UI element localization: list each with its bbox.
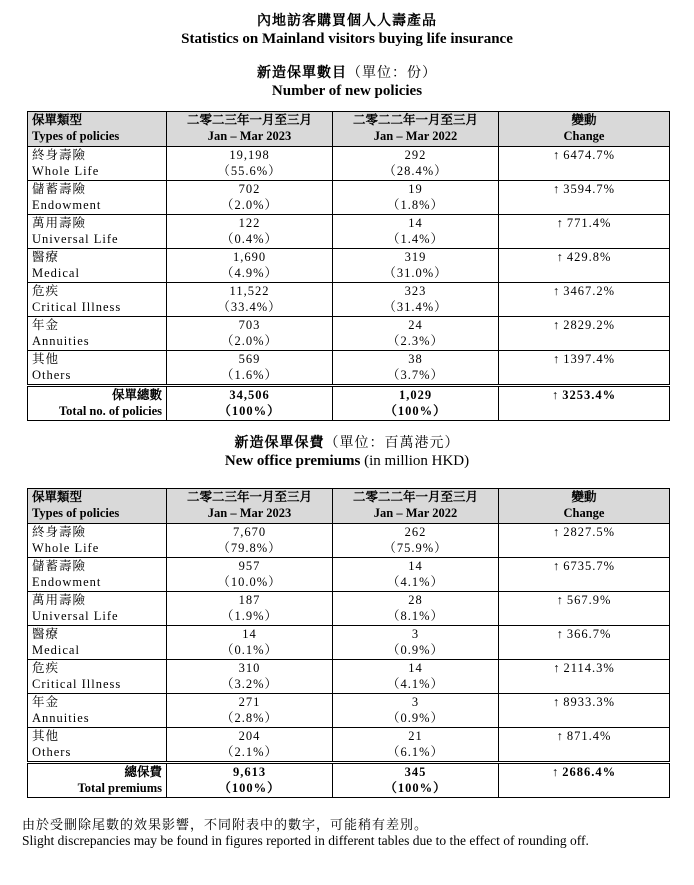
table-row [28,728,670,763]
table-row [28,147,670,181]
section-2-unit-zh: （單位：百萬港元） [324,436,460,451]
policy-type-cell [28,351,167,386]
value-2022-cell [333,249,499,283]
change-cell [499,386,670,421]
policy-type-line2: Annuities [32,334,90,348]
section-1-title-zh [0,62,694,82]
section-2-title-en [0,453,694,470]
policy-type-line2: Others [32,745,72,759]
value-2022-line1: 14 [408,559,423,573]
change-cell [499,763,670,798]
value-2022-line1: 292 [404,148,427,162]
change-value: 8933.3% [563,695,616,709]
value-2022-cell [333,181,499,215]
section-1-unit-zh: （單位：份） [347,66,437,81]
table-row [28,626,670,660]
up-arrow-icon: ↑ [552,352,561,366]
policy-type-line1: 年金 [32,318,60,332]
header-policy-type-line1: 保單類型 [32,113,83,127]
section-1-title-en [0,83,694,100]
table-row [28,317,670,351]
value-2023-cell [167,181,333,215]
header-policy-type-line2: Types of policies [32,129,120,143]
value-2022-line2: （100%） [384,404,447,418]
value-2023-line1: 1,690 [232,250,267,264]
up-arrow-icon: ↑ [556,729,564,743]
change-cell [499,249,670,283]
change-cell [499,283,670,317]
table-header-row [28,489,670,524]
value-2022-line2: （4.1%） [386,677,445,691]
policy-type-line2: Critical Illness [32,677,122,691]
value-2022-line1: 262 [404,525,427,539]
table-row [28,592,670,626]
value-2022-line2: （8.1%） [386,609,445,623]
value-2023-line1: 34,506 [229,388,270,402]
value-2023-line2: （55.6%） [217,164,282,178]
value-2022-line1: 1,029 [398,388,433,402]
value-2023-cell [167,283,333,317]
value-2022-cell [333,386,499,421]
change-cell [499,181,670,215]
value-2023-cell [167,386,333,421]
change-cell [499,592,670,626]
change-value: 6735.7% [563,559,616,573]
value-2022-cell [333,763,499,798]
value-2022-cell [333,728,499,763]
up-arrow-icon: ↑ [556,250,564,264]
value-2023-line1: 271 [238,695,261,709]
header-change [499,112,670,147]
change-value: 2686.4% [562,765,617,779]
table-row [28,283,670,317]
policy-type-cell [28,728,167,763]
change-value: 6474.7% [563,148,616,162]
value-2022-line2: （6.1%） [386,745,445,759]
change-value: 429.8% [566,250,612,264]
value-2022-cell [333,147,499,181]
value-2023-line2: （100%） [218,404,281,418]
table-row [28,249,670,283]
header-2023-line1: 二零二三年一月至三月 [186,113,312,127]
policy-type-cell [28,524,167,558]
value-2023-line1: 122 [238,216,261,230]
header-2023-line1: 二零二三年一月至三月 [186,490,312,504]
table-row [28,351,670,386]
rounding-note-zh: 由於受刪除尾數的效果影響，不同附表中的數字，可能稍有差別。 [22,817,429,832]
policy-type-cell [28,694,167,728]
header-2023-line2: Jan – Mar 2023 [207,129,292,143]
value-2022-line1: 3 [411,695,420,709]
policy-type-line2: Whole Life [32,541,100,555]
header-2023-line2: Jan – Mar 2023 [207,506,292,520]
table-header-row [28,112,670,147]
policy-type-line2: Medical [32,643,80,657]
policy-type-line1: 終身壽險 [32,525,87,539]
header-change-line1: 變動 [571,490,597,504]
policy-type-line2: Annuities [32,711,90,725]
change-cell [499,524,670,558]
policy-type-cell [28,763,167,798]
policy-type-line2: Critical Illness [32,300,122,314]
value-2023-cell [167,626,333,660]
value-2022-cell [333,283,499,317]
new-premiums-table [27,488,670,798]
value-2023-line2: （2.8%） [220,711,279,725]
policy-type-line1: 儲蓄壽險 [32,182,87,196]
policy-type-cell [28,147,167,181]
header-policy-type-line2: Types of policies [32,506,120,520]
value-2023-cell [167,147,333,181]
header-2022 [333,489,499,524]
up-arrow-icon: ↑ [552,318,561,332]
value-2023-line2: （33.4%） [217,300,282,314]
header-2022-line2: Jan – Mar 2022 [373,506,458,520]
header-2022 [333,112,499,147]
change-value: 3467.2% [563,284,616,298]
value-2022-line1: 345 [404,765,427,779]
value-2022-cell [333,626,499,660]
section-2-title-zh-text: 新造保單保費 [234,436,325,451]
value-2022-cell [333,215,499,249]
table-total-row [28,763,670,798]
policy-type-line1: 總保費 [124,765,162,779]
value-2023-line2: （3.2%） [220,677,279,691]
policy-type-line2: Medical [32,266,80,280]
up-arrow-icon: ↑ [556,593,564,607]
policy-type-line1: 年金 [32,695,60,709]
document-title-en: Statistics on Mainland visitors buying life insurance [181,31,513,47]
change-cell [499,147,670,181]
change-cell [499,626,670,660]
change-value: 1397.4% [563,352,616,366]
value-2023-line2: （100%） [218,781,281,795]
policy-type-line1: 保單總數 [111,388,162,402]
policy-type-line1: 其他 [32,352,60,366]
value-2023-cell [167,558,333,592]
value-2023-line1: 14 [242,627,257,641]
value-2023-line1: 187 [238,593,261,607]
policy-type-line1: 終身壽險 [32,148,87,162]
section-1-title-zh-text: 新造保單數目 [257,66,347,81]
policy-type-cell [28,249,167,283]
change-value: 871.4% [566,729,612,743]
value-2023-line1: 11,522 [229,284,270,298]
up-arrow-icon: ↑ [552,525,561,539]
value-2022-line2: （31.4%） [383,300,448,314]
header-policy-type [28,489,167,524]
policy-type-line2: Total no. of policies [58,404,162,418]
value-2022-line1: 3 [411,627,420,641]
value-2023-cell [167,524,333,558]
value-2022-line2: （31.0%） [383,266,448,280]
value-2023-line1: 957 [238,559,261,573]
up-arrow-icon: ↑ [552,182,561,196]
change-value: 771.4% [566,216,612,230]
up-arrow-icon: ↑ [556,627,564,641]
value-2023-cell [167,317,333,351]
value-2023-cell [167,592,333,626]
value-2023-line2: （0.4%） [220,232,279,246]
value-2023-line1: 569 [238,352,261,366]
up-arrow-icon: ↑ [552,148,561,162]
table-row [28,694,670,728]
policy-type-line2: Endowment [32,575,102,589]
header-2022-line1: 二零二二年一月至三月 [352,490,478,504]
value-2023-line1: 204 [238,729,261,743]
header-2023 [167,112,333,147]
change-cell [499,215,670,249]
value-2022-line1: 19 [408,182,423,196]
up-arrow-icon: ↑ [552,695,561,709]
section-2-unit-en: (in million HKD) [360,453,470,469]
value-2022-line2: （75.9%） [383,541,448,555]
value-2022-line2: （3.7%） [386,368,445,382]
rounding-note-en: Slight discrepancies may be found in figures reported in different tables due to the effect of rounding off. [22,833,589,848]
value-2022-line1: 38 [408,352,423,366]
up-arrow-icon: ↑ [551,388,560,402]
value-2023-line1: 702 [238,182,261,196]
value-2022-line2: （28.4%） [383,164,448,178]
policy-type-line1: 醫療 [32,250,60,264]
value-2023-line2: （0.1%） [220,643,279,657]
policy-type-line1: 其他 [32,729,60,743]
value-2022-cell [333,592,499,626]
value-2023-cell [167,694,333,728]
value-2023-line2: （10.0%） [217,575,282,589]
value-2023-cell [167,351,333,386]
value-2023-line2: （2.1%） [220,745,279,759]
policy-type-cell [28,283,167,317]
change-value: 2829.2% [563,318,616,332]
change-value: 567.9% [566,593,612,607]
value-2022-line2: （1.8%） [386,198,445,212]
value-2023-line1: 703 [238,318,261,332]
value-2022-line1: 323 [404,284,427,298]
value-2023-line2: （4.9%） [220,266,279,280]
policy-type-line2: Endowment [32,198,102,212]
value-2023-line2: （1.9%） [220,609,279,623]
value-2023-line2: （79.8%） [217,541,282,555]
up-arrow-icon: ↑ [551,765,560,779]
policy-type-cell [28,181,167,215]
header-policy-type-line1: 保單類型 [32,490,83,504]
table-total-row [28,386,670,421]
table-row [28,660,670,694]
header-change [499,489,670,524]
table-row [28,524,670,558]
up-arrow-icon: ↑ [552,559,561,573]
value-2023-cell [167,215,333,249]
value-2022-cell [333,351,499,386]
value-2022-line2: （1.4%） [386,232,445,246]
value-2023-line2: （1.6%） [220,368,279,382]
header-2022-line2: Jan – Mar 2022 [373,129,458,143]
table-row [28,558,670,592]
policy-type-cell [28,386,167,421]
value-2022-cell [333,694,499,728]
policy-type-cell [28,558,167,592]
change-cell [499,351,670,386]
change-cell [499,660,670,694]
value-2022-line1: 28 [408,593,423,607]
up-arrow-icon: ↑ [556,216,564,230]
policy-type-cell [28,317,167,351]
policy-type-cell [28,660,167,694]
section-1-title-en-text: Number of new policies [271,83,423,99]
change-value: 366.7% [566,627,612,641]
header-change-line1: 變動 [571,113,597,127]
change-cell [499,728,670,763]
value-2022-cell [333,317,499,351]
header-change-line2: Change [563,506,605,520]
value-2022-line1: 319 [404,250,427,264]
table-row [28,215,670,249]
value-2023-line1: 9,613 [232,765,267,779]
header-2023 [167,489,333,524]
value-2022-line1: 24 [408,318,423,332]
policy-type-cell [28,592,167,626]
policy-type-cell [28,215,167,249]
value-2023-line1: 7,670 [232,525,267,539]
value-2022-line2: （4.1%） [386,575,445,589]
change-value: 3253.4% [562,388,617,402]
new-policies-table [27,111,670,421]
policy-type-line1: 醫療 [32,627,60,641]
table-row [28,181,670,215]
policy-type-cell [28,626,167,660]
policy-type-line1: 危疾 [32,661,60,675]
value-2022-cell [333,524,499,558]
change-cell [499,317,670,351]
value-2022-cell [333,660,499,694]
header-policy-type [28,112,167,147]
policy-type-line2: Universal Life [32,232,119,246]
value-2023-cell [167,728,333,763]
change-cell [499,558,670,592]
header-2022-line1: 二零二二年一月至三月 [352,113,478,127]
up-arrow-icon: ↑ [552,284,561,298]
change-value: 2827.5% [563,525,616,539]
policy-type-line1: 萬用壽險 [32,593,87,607]
value-2022-line2: （0.9%） [386,711,445,725]
policy-type-line2: Others [32,368,72,382]
section-2-title-zh [0,432,694,452]
policy-type-line2: Total premiums [77,781,162,795]
value-2022-line1: 14 [408,661,423,675]
header-change-line2: Change [563,129,605,143]
value-2022-line2: （2.3%） [386,334,445,348]
value-2022-cell [333,558,499,592]
change-value: 3594.7% [563,182,616,196]
document-title-zh: 內地訪客購買個人人壽產品 [257,14,437,29]
up-arrow-icon: ↑ [553,661,561,675]
value-2022-line1: 14 [408,216,423,230]
change-cell [499,694,670,728]
policy-type-line2: Universal Life [32,609,119,623]
value-2023-line1: 19,198 [229,148,270,162]
value-2022-line2: （0.9%） [386,643,445,657]
value-2023-line2: （2.0%） [220,198,279,212]
value-2023-cell [167,660,333,694]
value-2023-line2: （2.0%） [220,334,279,348]
policy-type-line1: 危疾 [32,284,60,298]
value-2022-line1: 21 [408,729,423,743]
value-2023-line1: 310 [238,661,261,675]
value-2023-cell [167,249,333,283]
policy-type-line2: Whole Life [32,164,100,178]
value-2023-cell [167,763,333,798]
policy-type-line1: 萬用壽險 [32,216,87,230]
section-2-title-en-text: New office premiums [224,453,361,469]
policy-type-line1: 儲蓄壽險 [32,559,87,573]
change-value: 2114.3% [563,661,615,675]
value-2022-line2: （100%） [384,781,447,795]
